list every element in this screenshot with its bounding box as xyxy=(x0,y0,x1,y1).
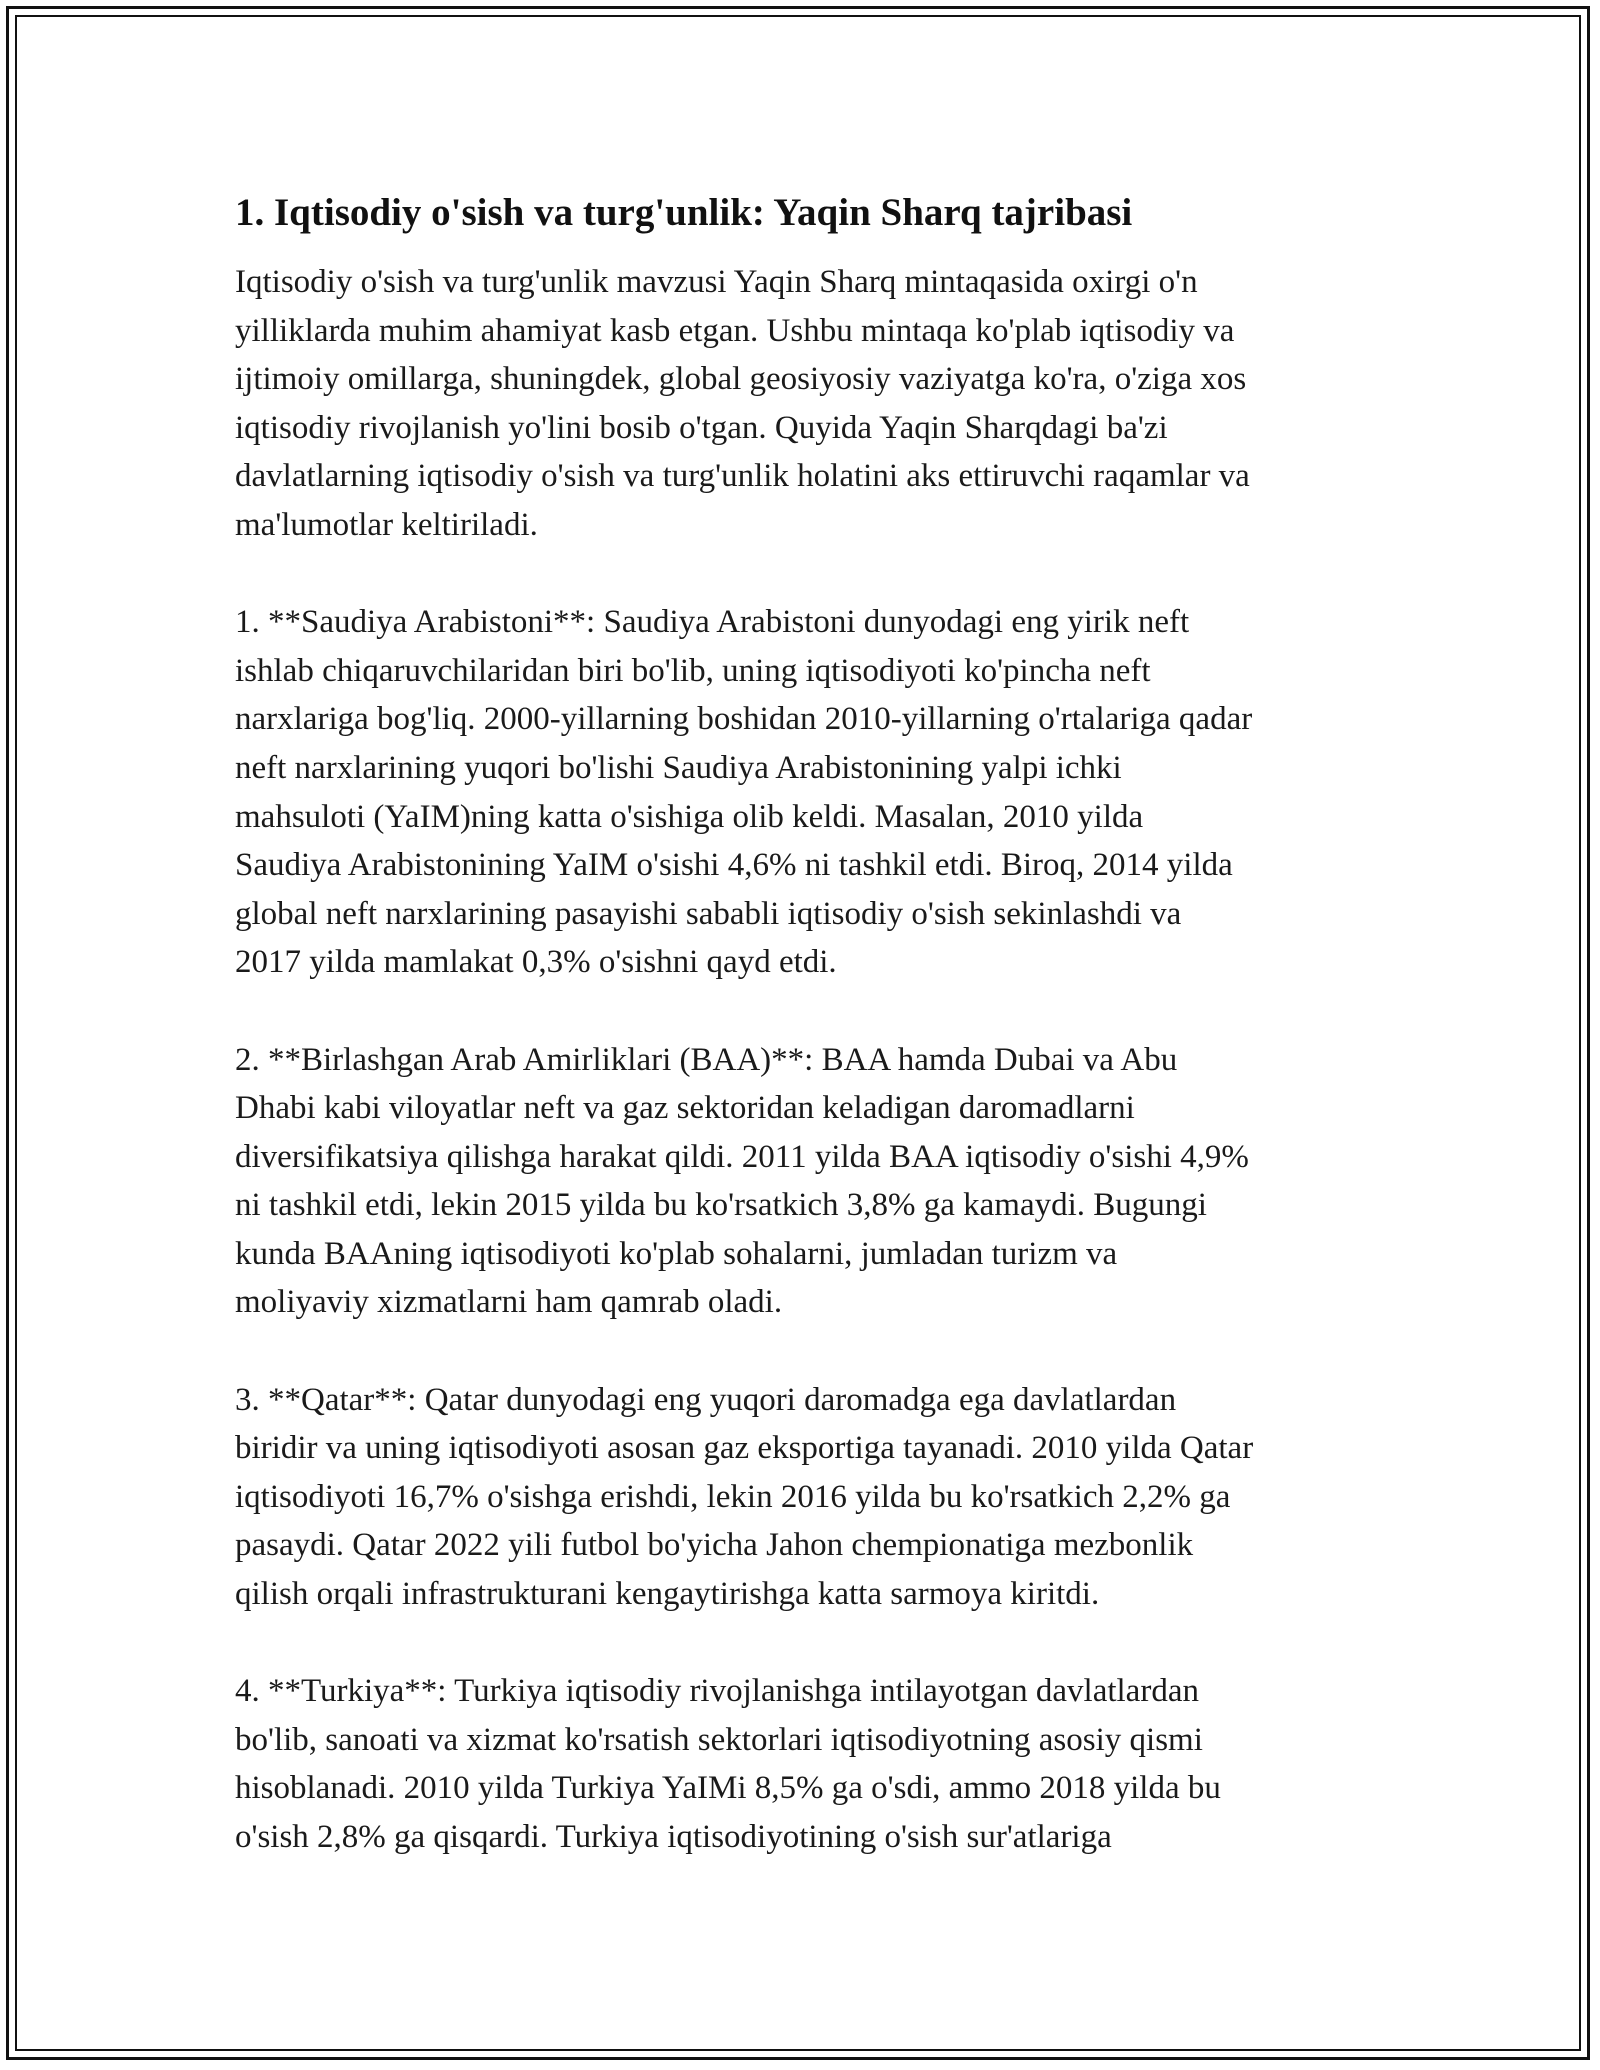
text-line: narxlariga bog'liq. 2000-yillarning boshidan 2010-yillarning o'rtalariga qadar xyxy=(235,701,1253,738)
text-line: Saudiya Arabistonining YaIM o'sishi 4,6% ni tashkil etdi. Biroq, 2014 yilda xyxy=(235,847,1233,884)
text-line: ishlab chiqaruvchilaridan biri bo'lib, uning iqtisodiyoti ko'pincha neft xyxy=(235,652,1151,689)
text-line: davlatlarning iqtisodiy o'sish va turg'unlik holatini aks ettiruvchi raqamlar va xyxy=(235,458,1250,495)
text-line: Dhabi kabi viloyatlar neft va gaz sektoridan keladigan daromadlarni xyxy=(235,1090,1135,1127)
text-line: diversifikatsiya qilishga harakat qildi. 2011 yilda BAA iqtisodiy o'sishi 4,9% xyxy=(235,1138,1249,1175)
text-line: o'sish 2,8% ga qisqardi. Turkiya iqtisodiyotining o'sish sur'atlariga xyxy=(235,1819,1112,1855)
text-line: biridir va uning iqtisodiyoti asosan gaz eksportiga tayanadi. 2010 yilda Qatar xyxy=(235,1430,1254,1467)
text-line: kunda BAAning iqtisodiyoti ko'plab sohalarni, jumladan turizm va xyxy=(235,1235,1118,1272)
text-line: neft narxlarining yuqori bo'lishi Saudiya Arabistonining yalpi ichki xyxy=(235,749,1122,786)
document-body xyxy=(235,188,1385,1910)
text-line: 1. **Saudiya Arabistoni**: Saudiya Arabistoni dunyodagi eng yirik neft xyxy=(235,604,1190,641)
text-line: ni tashkil etdi, lekin 2015 yilda bu ko'rsatkich 3,8% ga kamaydi. Bugungi xyxy=(235,1187,1207,1224)
text-line: 2. **Birlashgan Arab Amirliklari (BAA)**: BAA hamda Dubai va Abu xyxy=(235,1041,1178,1078)
text-line: global neft narxlarining pasayishi sababli iqtisodiy o'sish sekinlashdi va xyxy=(235,895,1182,932)
document-title: 1. Iqtisodiy o'sish va turg'unlik: Yaqin Sharq tajribasi xyxy=(235,191,1133,234)
paragraph-saudi-arabia xyxy=(235,598,1385,987)
text-line: qilish orqali infrastrukturani kengaytirishga katta sarmoya kiritdi. xyxy=(235,1576,1100,1613)
text-line: iqtisodiy rivojlanish yo'lini bosib o'tgan. Quyida Yaqin Sharqdagi ba'zi xyxy=(235,409,1168,446)
text-line: 3. **Qatar**: Qatar dunyodagi eng yuqori daromadga ega davlatlardan xyxy=(235,1381,1177,1418)
text-line: pasaydi. Qatar 2022 yili futbol bo'yicha Jahon chempionatiga mezbonlik xyxy=(235,1527,1194,1564)
text-line: iqtisodiyoti 16,7% o'sishga erishdi, lekin 2016 yilda bu ko'rsatkich 2,2% ga xyxy=(235,1478,1231,1515)
paragraph-intro xyxy=(235,258,1385,550)
paragraph-turkey xyxy=(235,1667,1385,1861)
text-line: mahsuloti (YaIM)ning katta o'sishiga olib keldi. Masalan, 2010 yilda xyxy=(235,798,1144,835)
text-line: 2017 yilda mamlakat 0,3% o'sishni qayd etdi. xyxy=(235,944,837,981)
text-line: yilliklarda muhim ahamiyat kasb etgan. Ushbu mintaqa ko'plab iqtisodiy va xyxy=(235,312,1235,349)
text-line: ma'lumotlar keltiriladi. xyxy=(235,506,538,543)
text-line: bo'lib, sanoati va xizmat ko'rsatish sektorlari iqtisodiyotning asosiy qismi xyxy=(235,1721,1203,1758)
paragraph-qatar xyxy=(235,1376,1385,1619)
text-line: hisoblanadi. 2010 yilda Turkiya YaIMi 8,5% ga o'sdi, ammo 2018 yilda bu xyxy=(235,1770,1221,1807)
text-line: ijtimoiy omillarga, shuningdek, global geosiyosiy vaziyatga ko'ra, o'ziga xos xyxy=(235,361,1247,398)
text-line: moliyaviy xizmatlarni ham qamrab oladi. xyxy=(235,1284,783,1321)
text-line: 4. **Turkiya**: Turkiya iqtisodiy rivojlanishga intilayotgan davlatlardan xyxy=(235,1673,1199,1710)
text-line: Iqtisodiy o'sish va turg'unlik mavzusi Yaqin Sharq mintaqasida oxirgi o'n xyxy=(235,264,1198,300)
paragraph-uae xyxy=(235,1036,1385,1328)
